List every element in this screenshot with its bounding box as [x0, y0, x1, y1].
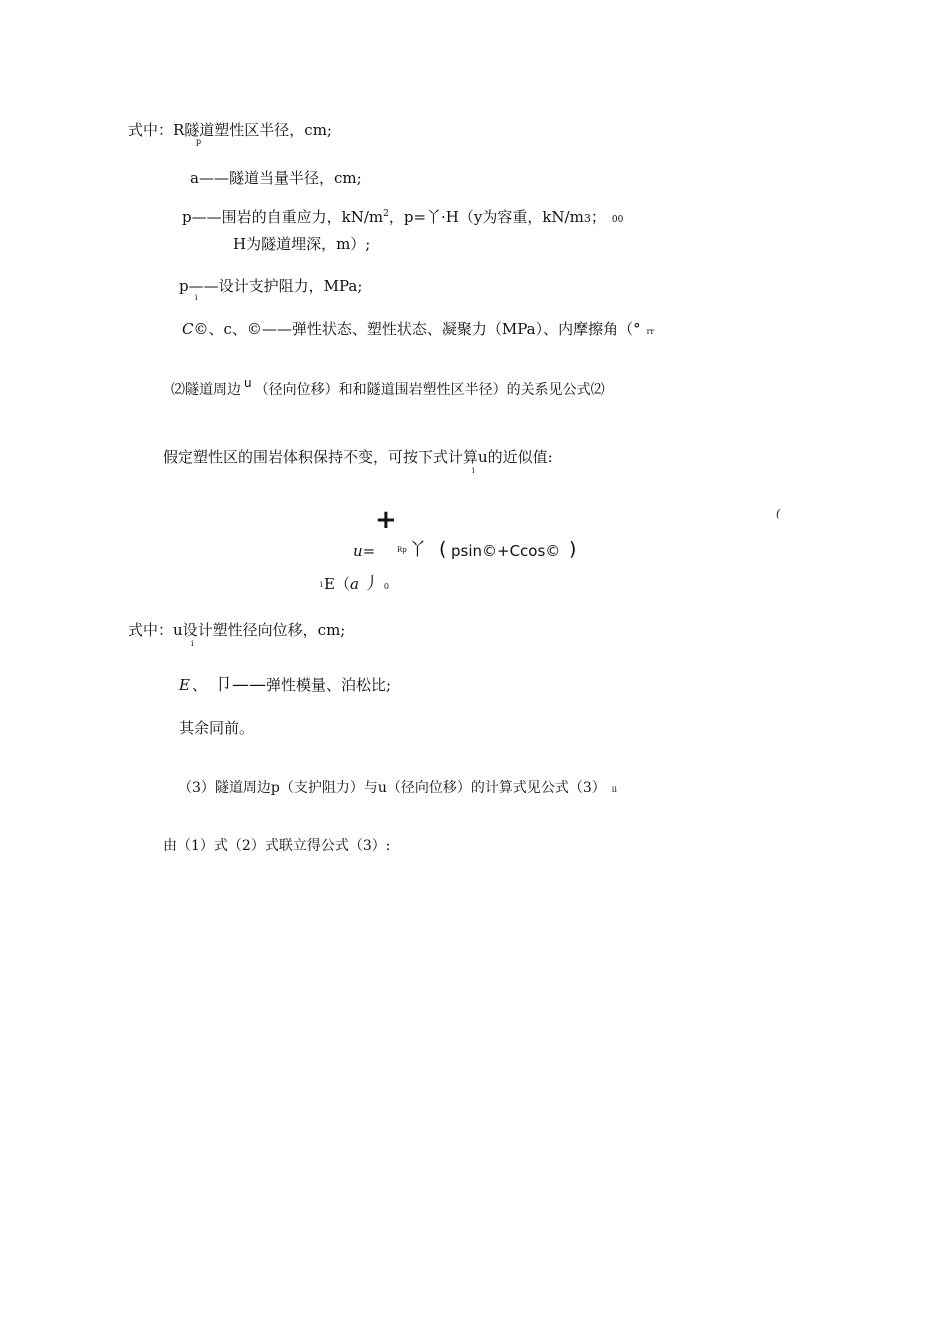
heading-2-text-a: ⑵隧道周边 — [171, 382, 241, 398]
rp-description: 隧道塑性区半径，cm; — [184, 121, 332, 139]
formula-equals: = — [362, 542, 376, 560]
formula-denominator-subscript: 0 — [383, 582, 389, 591]
formula-u-symbol: u — [353, 542, 363, 560]
heading-3-text: （3）隧道周边p（支护阻力）与u（径向位移）的计算式见公式（3） — [178, 780, 606, 796]
text-line-rp-definition — [128, 120, 332, 140]
heading-2-u-symbol: u — [244, 376, 252, 390]
formula-denominator — [324, 574, 389, 597]
rp-label: 式中：R — [128, 121, 185, 139]
c-symbol: C — [182, 320, 194, 338]
p0-text-b: ，p=丫·H（y为容重，kN/m — [388, 208, 584, 226]
heading-2-text-b: （径向位移）和和隧道围岩塑性区半径）的关系见公式⑵ — [254, 382, 605, 398]
section-heading-3 — [178, 778, 617, 800]
section-heading-2 — [171, 376, 605, 400]
text-line-remaining-same: 其余同前。 — [179, 719, 255, 737]
formula-close-paren: ) — [569, 538, 577, 560]
pi-subscript: i — [195, 293, 198, 302]
rp-subscript: p — [196, 137, 202, 146]
formula-number-paren: ( — [776, 507, 781, 520]
text-line-e-mu-definition — [179, 675, 391, 695]
pi-description: ——设计支护阻力，MPa; — [188, 277, 363, 295]
formula-numerator-body: psin©+Ccos© — [451, 542, 561, 560]
text-line-ui-definition — [128, 620, 345, 640]
ui-description: 设计塑性径向位移，cm; — [182, 621, 346, 639]
p0-text-a: p——围岩的自重应力，kN/m — [182, 208, 384, 226]
formula-rp-superscript: Rp — [397, 546, 407, 554]
ui-label: 式中：u — [128, 621, 183, 639]
p0-unit-subscript: 3 — [583, 212, 591, 225]
p0-text-c: ； — [590, 208, 606, 226]
e-mu-separator: 、 — [191, 676, 207, 694]
ui-subscript: i — [191, 639, 194, 648]
paragraph-subscript: i — [472, 466, 475, 475]
text-line-pi-definition — [179, 276, 362, 296]
formula-denominator-close: 丿 — [362, 574, 380, 594]
text-line-h-definition: H为隧道埋深，m）; — [233, 235, 371, 253]
text-line-c-phi-definition — [182, 319, 654, 342]
p0-tail-mark: 00 — [611, 215, 624, 225]
formula-plus-mark: + — [375, 505, 397, 535]
text-line-p0-definition — [182, 204, 623, 230]
e-mu-description: 弹性模量、泊松比; — [265, 676, 392, 694]
c-phi-description: ©、c、©——弹性状态、塑性状态、凝聚力（MPa）、内摩擦角（° — [193, 320, 641, 338]
e-symbol: E — [179, 676, 190, 694]
heading-3-tail-mark: ii — [611, 785, 617, 794]
formula-denominator-i: i — [320, 580, 323, 589]
mu-symbol: 卩—— — [214, 675, 266, 695]
paragraph-combine-formulas: 由（1）式（2）式联立得公式（3）: — [163, 838, 391, 854]
formula-open-paren: ( — [439, 538, 447, 560]
p0-superscript: 2 — [383, 209, 389, 219]
formula-denominator-a: a — [349, 575, 359, 593]
formula-denominator-e: E（ — [324, 575, 350, 593]
formula-gamma-symbol: 丫 — [409, 540, 426, 560]
formula-main-line — [353, 541, 375, 561]
paragraph-volume-assumption: 假定塑性区的围岩体积保持不变，可按下式计算u的近似值: — [163, 448, 553, 466]
pi-label: p — [179, 277, 189, 295]
c-phi-tail-mark: rr — [646, 327, 655, 336]
text-line-a-definition: a——隧道当量半径，cm; — [190, 169, 362, 187]
